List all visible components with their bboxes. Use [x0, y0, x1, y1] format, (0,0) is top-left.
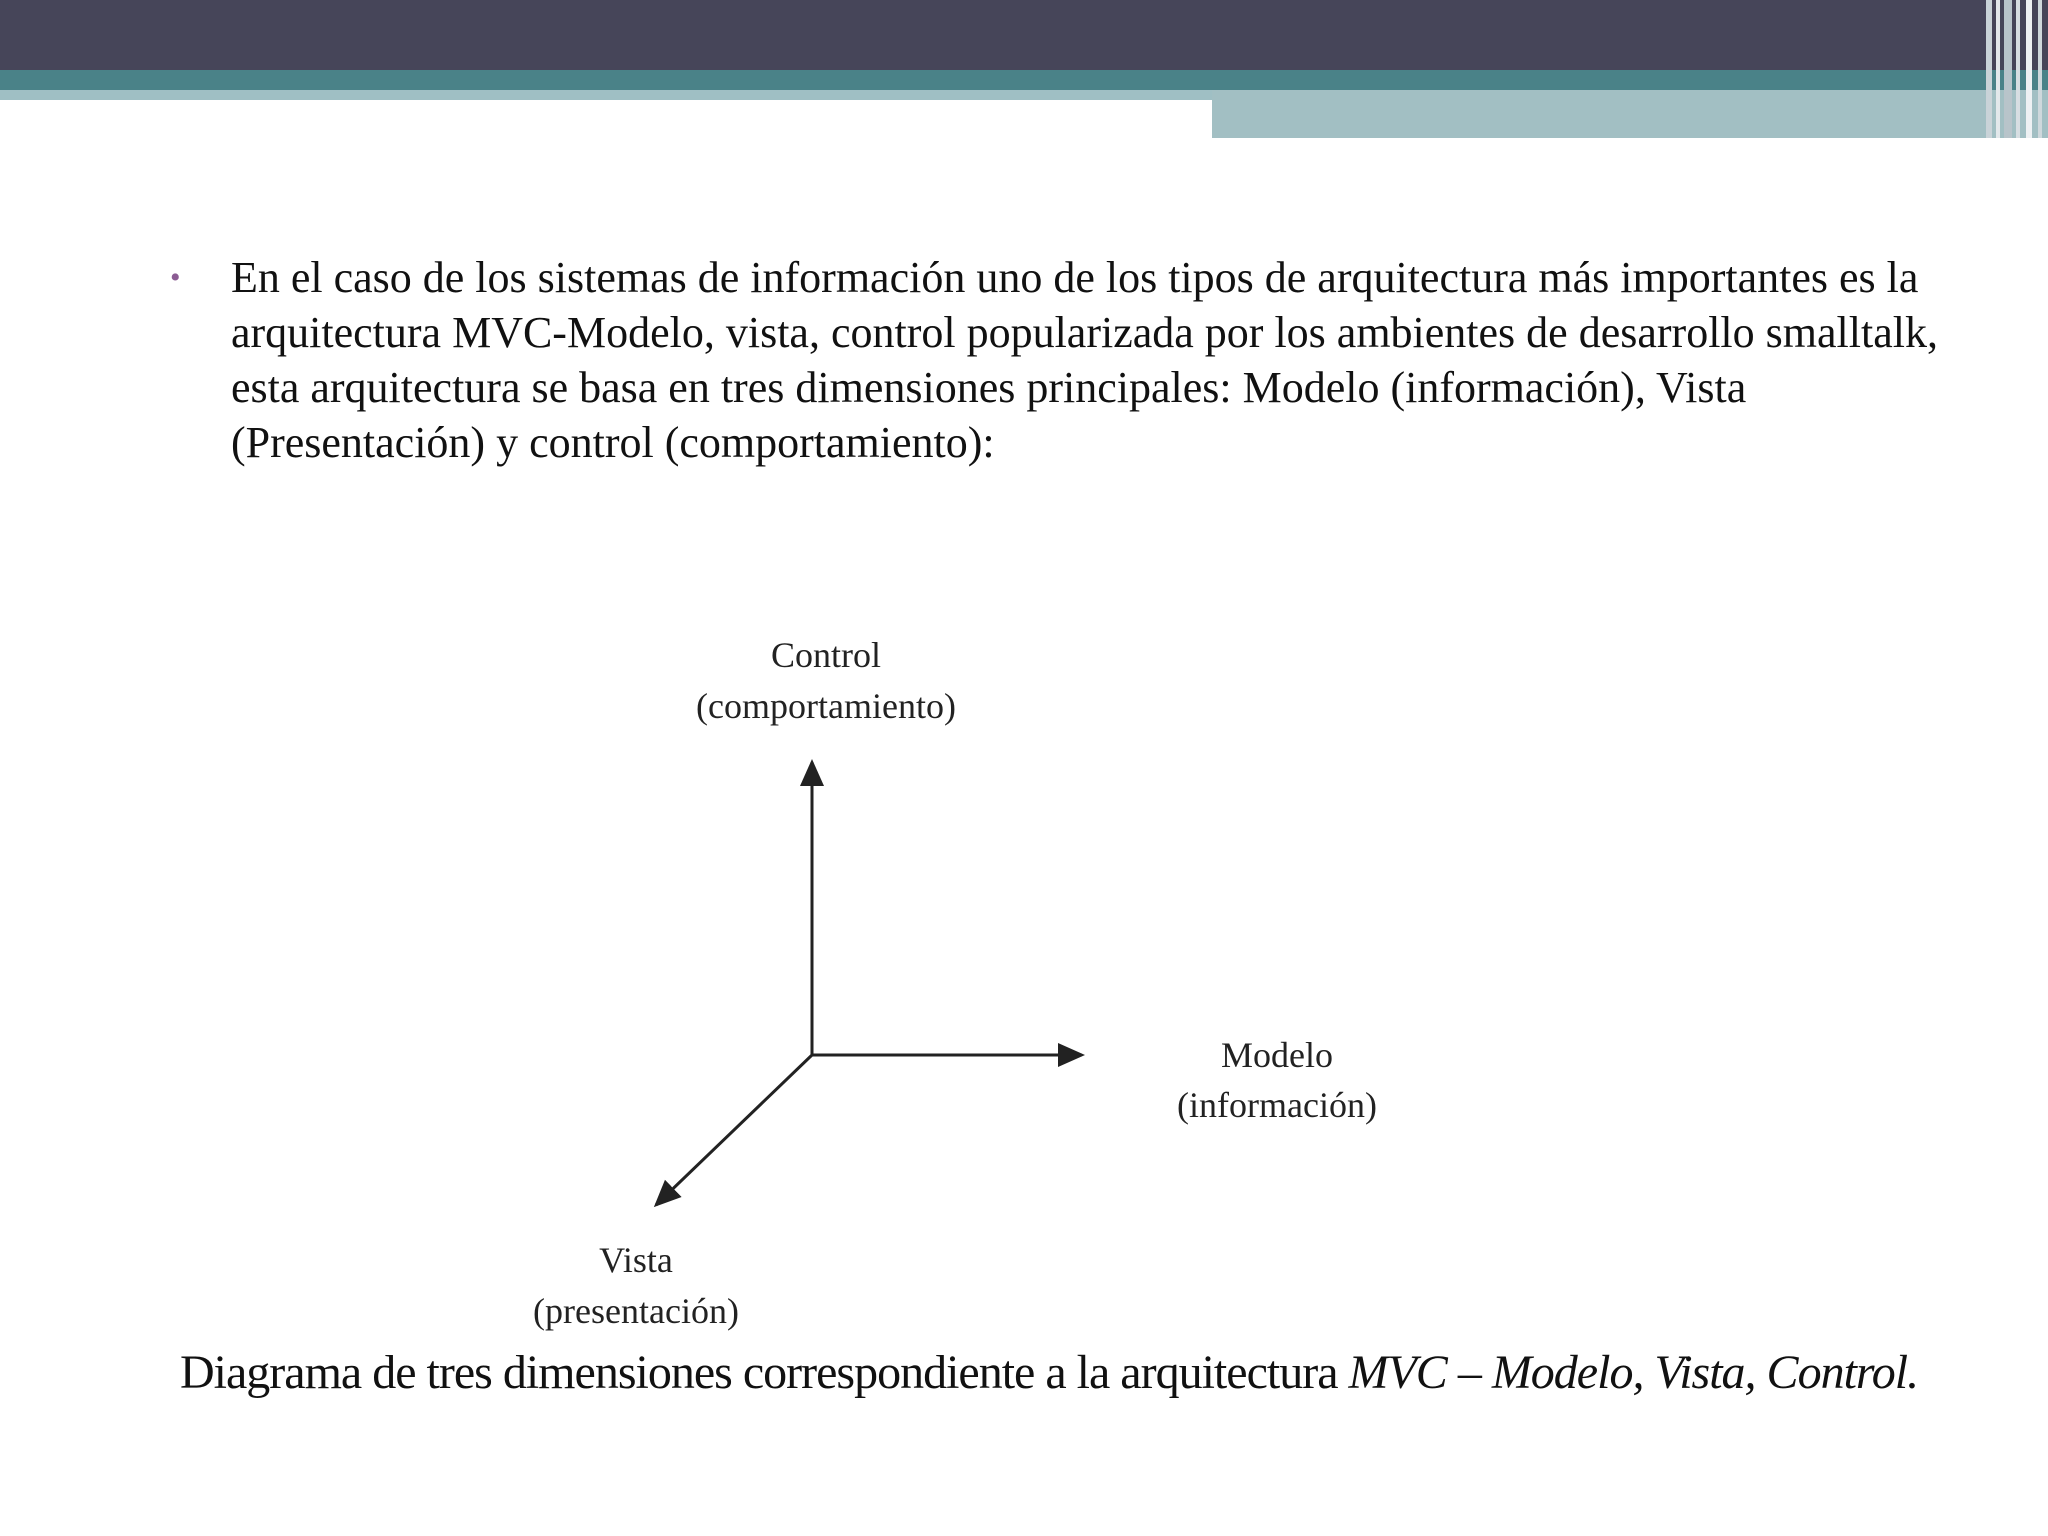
vista-axis: [656, 1055, 812, 1205]
bullet-text: En el caso de los sistemas de información uno de los tipos de arquitectura más importantes es la arquitectura MVC-Modelo, vista, control popularizada por los ambientes de desarrollo smalltalk, esta arquitectura se basa en tres dimensiones principales: Modelo (información), Vista (Presentación) y control (comportamiento):: [230, 253, 1938, 467]
control-label: Control: [770, 635, 882, 675]
vista-sublabel: (presentación): [533, 1291, 739, 1331]
control-sublabel: (comportamiento): [696, 686, 956, 726]
diagram-caption: [180, 1345, 1918, 1400]
modelo-sublabel: (información): [1177, 1085, 1377, 1125]
bullet-marker: •: [170, 261, 181, 294]
caption-prefix: Diagrama de tres dimensiones correspondiente a la arquitectura: [180, 1346, 1349, 1399]
modelo-label: Modelo: [1221, 1035, 1333, 1075]
caption-italic: MVC – Modelo, Vista, Control.: [1348, 1346, 1919, 1399]
vista-label: Vista: [599, 1240, 673, 1280]
